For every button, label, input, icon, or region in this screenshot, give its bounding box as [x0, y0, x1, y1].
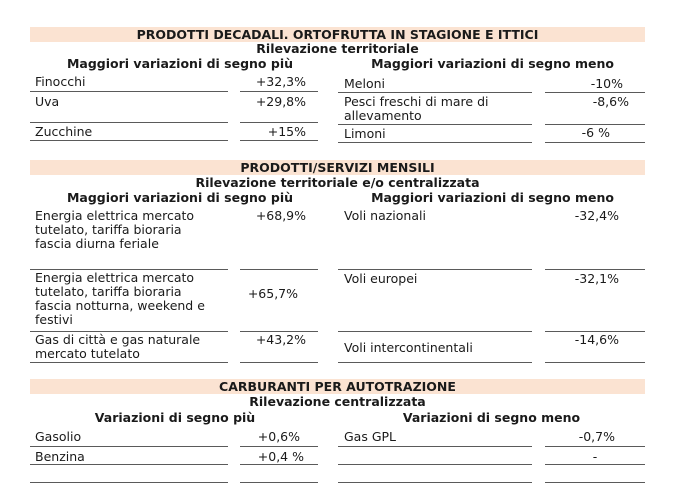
row-rule: [240, 446, 318, 447]
table-row-name: Uva: [35, 94, 60, 109]
row-rule: [338, 446, 532, 447]
row-rule: [338, 92, 532, 93]
row-rule: [545, 482, 645, 483]
row-rule: [338, 124, 532, 125]
row-rule: [30, 122, 228, 123]
section1-subtitle: Rilevazione territoriale: [256, 41, 419, 56]
table-row-value: -32,4%: [574, 208, 619, 223]
table-row-name: Voli intercontinentali: [344, 340, 473, 355]
row-rule: [545, 269, 645, 270]
row-rule: [30, 482, 228, 483]
row-rule: [30, 91, 228, 92]
row-rule: [545, 142, 645, 143]
row-rule: [30, 446, 228, 447]
table-row-name: Benzina: [35, 449, 85, 464]
section3-right-header: Variazioni di segno meno: [402, 410, 581, 425]
table-row-name: Zucchine: [35, 124, 93, 139]
section3-subtitle: Rilevazione centralizzata: [249, 394, 426, 409]
row-rule: [240, 362, 318, 363]
row-rule: [338, 142, 532, 143]
row-rule: [338, 269, 532, 270]
table-row-value: +43,2%: [255, 332, 306, 347]
row-rule: [30, 140, 228, 141]
table-row-value: -32,1%: [574, 271, 619, 286]
row-rule: [240, 122, 318, 123]
row-rule: [338, 482, 532, 483]
table-row-name: Pesci freschi di mare di allevamento: [344, 94, 489, 123]
table-row-name: Energia elettrica mercato tutelato, tariffa bioraria fascia notturna, weekend e festivi: [35, 270, 205, 327]
section2-title: PRODOTTI/SERVIZI MENSILI: [240, 160, 435, 175]
row-rule: [545, 464, 645, 465]
table-row-name: Limoni: [344, 126, 386, 141]
table-row-value: -14,6%: [574, 332, 619, 347]
section1-left-header: Maggiori variazioni di segno più: [66, 56, 293, 71]
row-rule: [338, 464, 532, 465]
table-row-value: +15%: [267, 124, 306, 139]
table-row-value: -10%: [590, 76, 623, 91]
table-row-value: -0,7%: [578, 429, 615, 444]
row-rule: [240, 482, 318, 483]
table-row-name: Gas di città e gas naturale mercato tutelato: [35, 332, 201, 361]
table-row-value: +29,8%: [255, 94, 306, 109]
table-row-value: -8,6%: [592, 94, 629, 109]
row-rule: [30, 464, 228, 465]
section3-title: CARBURANTI PER AUTOTRAZIONE: [219, 379, 456, 394]
section2-subtitle: Rilevazione territoriale e/o centralizzata: [195, 175, 480, 190]
table-row-value: -: [592, 449, 598, 464]
table-row-name: Finocchi: [35, 74, 86, 89]
table-row-value: +65,7%: [247, 286, 298, 301]
section2-left-header: Maggiori variazioni di segno più: [66, 190, 293, 205]
row-rule: [240, 464, 318, 465]
table-row-name: Voli europei: [344, 271, 418, 286]
table-row-name: Voli nazionali: [344, 208, 426, 223]
row-rule: [545, 92, 645, 93]
row-rule: [338, 331, 532, 332]
row-rule: [545, 362, 645, 363]
table-row-value: +68,9%: [255, 208, 306, 223]
table-row-value: +0,4 %: [257, 449, 304, 464]
row-rule: [30, 362, 228, 363]
table-row-name: Energia elettrica mercato tutelato, tariffa bioraria fascia diurna feriale: [35, 208, 195, 251]
table-row-value: -6 %: [581, 125, 610, 140]
row-rule: [240, 269, 318, 270]
table-row-name: Gasolio: [35, 429, 82, 444]
section3-left-header: Variazioni di segno più: [94, 410, 256, 425]
table-row-name: Meloni: [344, 76, 385, 91]
section2-right-header: Maggiori variazioni di segno meno: [371, 190, 614, 205]
row-rule: [240, 91, 318, 92]
section1-title: PRODOTTI DECADALI. ORTOFRUTTA IN STAGIONE E ITTICI: [136, 27, 539, 42]
section1-right-header: Maggiori variazioni di segno meno: [371, 56, 614, 71]
table-row-value: +0,6%: [257, 429, 300, 444]
row-rule: [545, 446, 645, 447]
table-row-value: +32,3%: [255, 74, 306, 89]
row-rule: [240, 140, 318, 141]
row-rule: [338, 362, 532, 363]
table-row-name: Gas GPL: [344, 429, 397, 444]
